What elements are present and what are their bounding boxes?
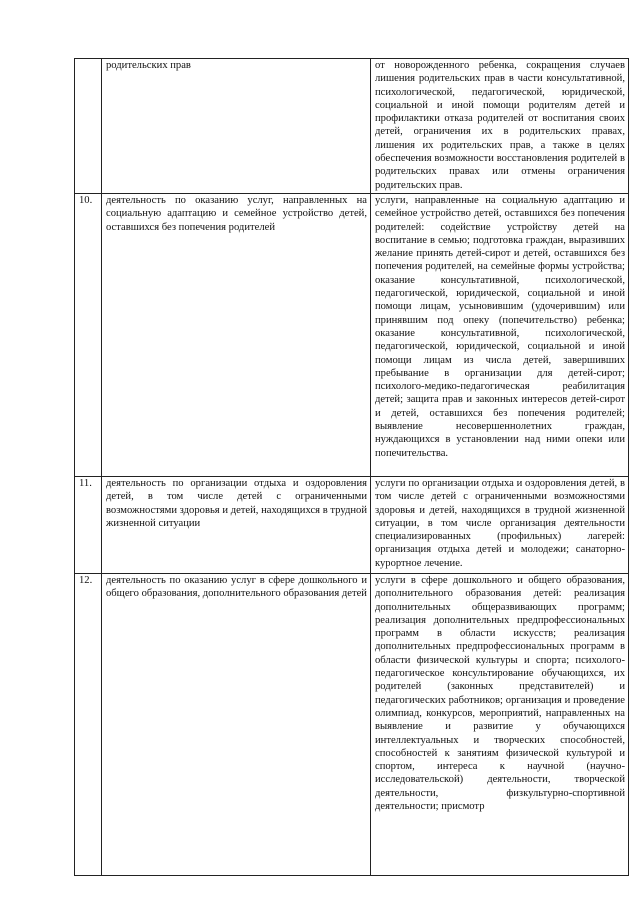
table-row — [75, 59, 629, 194]
services-text: от новорожденного ребенка, сокращения случаев лишения родительских прав в части консультативной, психологической, педагогической, юридической, социальной и иной помощи родителям детей и профилактики отказа родителей от воспитания своих детей, ограничения их в родительских правах, лишения их родительских прав, а также в целях обеспечения возможности восстановления родителей в родительских правах или отмены ограничения родительских прав. — [375, 60, 625, 191]
row-number: 11. — [75, 476, 102, 573]
services-cell — [371, 59, 629, 194]
activity-cell — [102, 59, 371, 194]
services-text: услуги по организации отдыха и оздоровления детей, в том числе детей с ограниченными возможностями здоровья и детей, находящихся в трудной жизненной ситуации, в том числе организация деятельности специализированных (профильных) лагерей: организация отдыха детей и молодежи; санаторно-курортное лечение. — [375, 477, 625, 569]
activity-text: родительских прав — [106, 60, 191, 71]
table-row — [75, 193, 629, 476]
row-number: 10. — [75, 193, 102, 476]
table-row — [75, 573, 629, 875]
table-row — [75, 476, 629, 573]
row-number: 12. — [75, 573, 102, 875]
services-cell — [371, 476, 629, 573]
activity-text: деятельность по оказанию услуг, направленных на социальную адаптацию и семейное устройство детей, оставшихся без попечения родителей — [106, 194, 367, 233]
activity-cell — [102, 476, 371, 573]
services-cell — [371, 573, 629, 875]
activity-cell — [102, 193, 371, 476]
activity-text: деятельность по оказанию услуг в сфере дошкольного и общего образования, дополнительного образования детей — [106, 574, 367, 600]
services-text: услуги в сфере дошкольного и общего образования, дополнительного образования детей: реализация дополнительных общеразвивающих программ; реализация дополнительных предпрофессиональных программ в области искусств; реализация дополнительных предпрофессиональных программ в области физической культуры и спорта; психолого-педагогическое консультирование обучающихся, их родителей (законных представителей) и педагогических работников; организация и проведение олимпиад, конкурсов, мероприятий, направленных на выявление и развитие у обучающихся интеллектуальных и творческих способностей, способностей к занятиям физической культурой и спортом, интереса к научной (научно-исследовательской) деятельности, творческой деятельности, физкультурно-спортивной деятельности; присмотр — [375, 574, 625, 813]
services-cell — [371, 193, 629, 476]
services-table — [74, 58, 629, 876]
activity-text: деятельность по организации отдыха и оздоровления детей, в том числе детей с ограниченными возможностями здоровья и детей, находящихся в трудной жизненной ситуации — [106, 477, 367, 529]
row-number — [75, 59, 102, 194]
activity-cell — [102, 573, 371, 875]
services-text: услуги, направленные на социальную адаптацию и семейное устройство детей, оставшихся без попечения родителей: содействие устройству детей на воспитание в семью; подготовка граждан, выразивших желание принять детей-сирот и детей, оставшихся без попечения родителей, на семейные формы устройства; оказание консультативной, психологической, педагогической, юридической, социальной и иной помощи лицам, усыновившим (удочерившим) или принявшим под опеку (попечительство) ребенка; оказание консультативной, психологической, педагогической, юридической, социальной и иной помощи лицам из числа детей, завершивших пребывание в организации для детей-сирот; психолого-медико-педагогическая реабилитация детей; защита прав и законных интересов детей-сирот и детей, оставшихся без попечения родителей; выявление несовершеннолетних граждан, нуждающихся в установлении над ними опеки или попечительства. — [375, 194, 625, 459]
